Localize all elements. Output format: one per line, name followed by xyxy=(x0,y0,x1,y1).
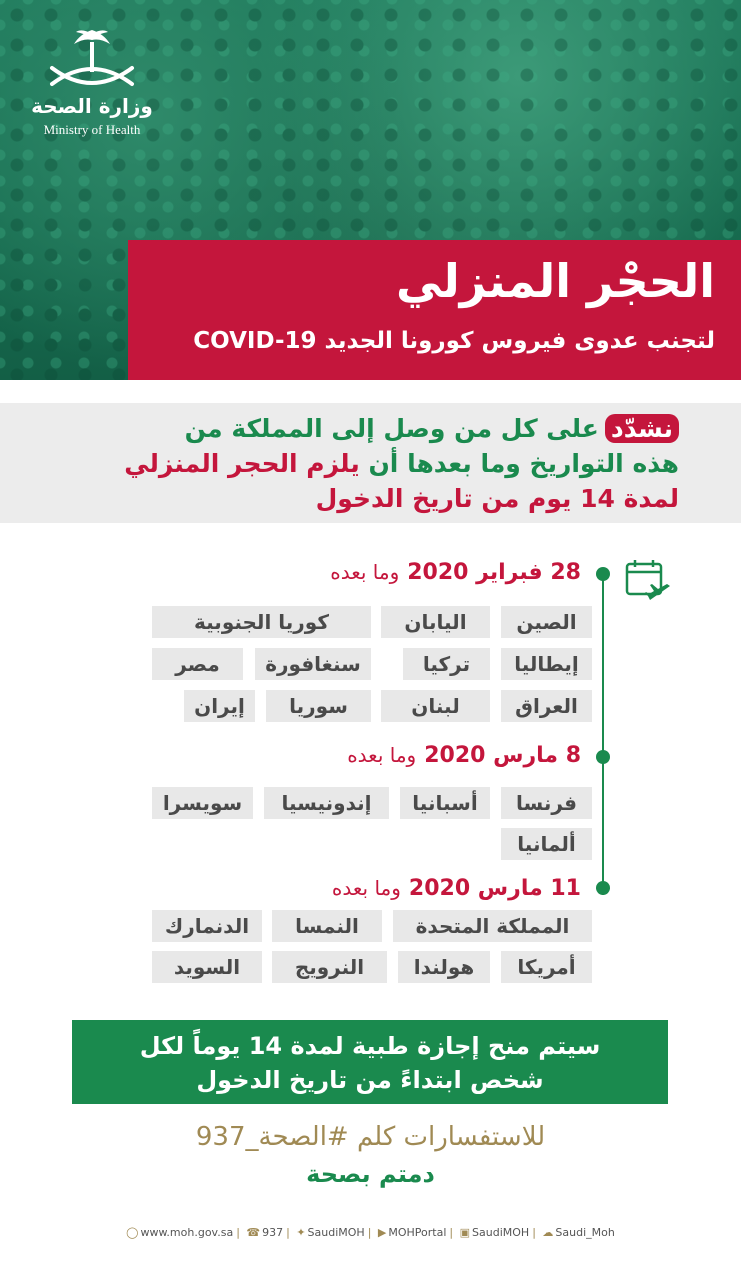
country-chip: سنغافورة xyxy=(255,648,371,680)
date-row-3 xyxy=(332,876,581,901)
twitter-icon: ✦ xyxy=(296,1226,306,1239)
contact-text: للاستفسارات كلم #الصحة_937 xyxy=(195,1122,546,1152)
logo-english: Ministry of Health xyxy=(43,122,141,137)
country-chip: أمريكا xyxy=(501,951,592,983)
instagram-icon: ▣ xyxy=(459,1226,471,1239)
youtube-handle[interactable]: MOHPortal xyxy=(388,1226,447,1239)
wishes-text: دمتم بصحة xyxy=(306,1160,435,1188)
notice-line-2a: هذه التواريخ وما بعدها أن xyxy=(359,449,679,478)
hero-banner xyxy=(0,0,741,380)
medical-leave-box xyxy=(72,1020,668,1104)
country-chip: لبنان xyxy=(381,690,490,722)
country-chip: ألمانيا xyxy=(501,828,592,860)
date-label: 8 مارس 2020 xyxy=(424,743,581,768)
country-chip: سوريا xyxy=(266,690,371,722)
date-label: 11 مارس 2020 xyxy=(408,876,581,901)
country-chip: سويسرا xyxy=(152,787,253,819)
country-chip: المملكة المتحدة xyxy=(393,910,592,942)
timeline-dot xyxy=(596,750,610,764)
calendar-plane-icon xyxy=(624,558,672,606)
emphasis-badge: نشدّد xyxy=(605,414,679,443)
youtube-icon: ▶ xyxy=(377,1226,387,1239)
date-suffix: وما بعده xyxy=(347,743,417,767)
leave-line-1: سيتم منح إجازة طبية لمدة 14 يوماً لكل xyxy=(139,1032,601,1060)
footer-links: ◯ www.moh.gov.sa | ☎ 937 | ✦ SaudiMOH | ▶ MOHPortal | ▣ SaudiMOH | ☁ Saudi_Moh xyxy=(126,1226,615,1239)
instagram-handle[interactable]: SaudiMOH xyxy=(472,1226,530,1239)
country-chip: فرنسا xyxy=(501,787,592,819)
country-chip: السويد xyxy=(152,951,262,983)
palm-swords-icon xyxy=(22,24,162,94)
country-chip: اليابان xyxy=(381,606,490,638)
notice-text xyxy=(39,411,679,516)
country-chip: العراق xyxy=(501,690,592,722)
country-chip: هولندا xyxy=(398,951,490,983)
country-chip: إندونيسيا xyxy=(264,787,389,819)
phone-number[interactable]: 937 xyxy=(262,1226,284,1239)
page-title: الحجْر المنزلي xyxy=(395,254,715,308)
snapchat-handle[interactable]: Saudi_Moh xyxy=(555,1226,615,1239)
notice-line-3: لمدة 14 يوم من تاريخ الدخول xyxy=(315,484,679,513)
country-chip: تركيا xyxy=(403,648,490,680)
moh-logo xyxy=(22,24,162,144)
country-chip: النمسا xyxy=(272,910,382,942)
logo-arabic: وزارة الصحة xyxy=(31,94,153,118)
notice-line-1: على كل من وصل إلى المملكة من xyxy=(184,414,599,443)
country-chip: الصين xyxy=(501,606,592,638)
notice-line-2b: يلزم الحجر المنزلي xyxy=(124,449,360,478)
country-chip: مصر xyxy=(152,648,243,680)
snapchat-icon: ☁ xyxy=(542,1226,554,1239)
date-suffix: وما بعده xyxy=(330,560,400,584)
date-row-1 xyxy=(330,560,581,585)
title-box xyxy=(128,240,741,380)
country-chip: كوريا الجنوبية xyxy=(152,606,371,638)
country-chip: إيطاليا xyxy=(501,648,592,680)
timeline-dot xyxy=(596,567,610,581)
leave-line-2: شخص ابتداءً من تاريخ الدخول xyxy=(196,1066,544,1094)
medical-leave-text xyxy=(72,1020,668,1097)
website-link[interactable]: www.moh.gov.sa xyxy=(140,1226,234,1239)
date-suffix: وما بعده xyxy=(331,876,401,900)
country-chip: أسبانيا xyxy=(400,787,490,819)
timeline-line xyxy=(602,575,604,895)
date-row-2 xyxy=(347,743,581,768)
twitter-handle[interactable]: SaudiMOH xyxy=(307,1226,365,1239)
globe-icon: ◯ xyxy=(126,1226,139,1239)
notice-panel xyxy=(0,403,741,523)
date-label: 28 فبراير 2020 xyxy=(407,560,581,585)
timeline-dot xyxy=(596,881,610,895)
page-subtitle: لتجنب عدوى فيروس كورونا الجديد COVID-19 xyxy=(193,328,715,354)
country-chip: النرويج xyxy=(272,951,387,983)
country-chip: الدنمارك xyxy=(152,910,262,942)
country-chip: إيران xyxy=(184,690,255,722)
phone-icon: ☎ xyxy=(246,1226,261,1239)
